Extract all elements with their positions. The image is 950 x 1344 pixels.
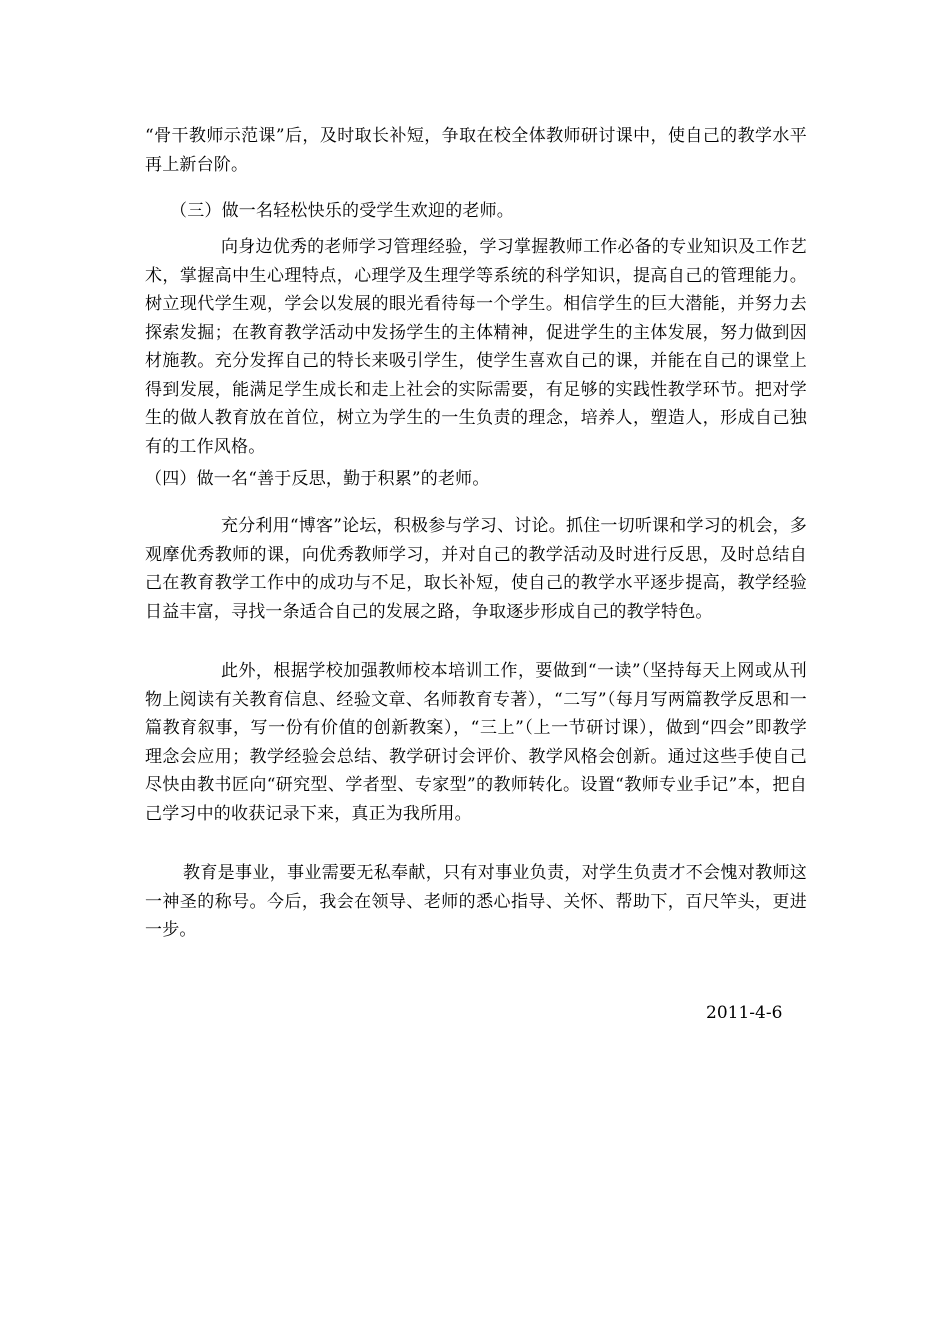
section-heading-three: （三）做一名轻松快乐的受学生欢迎的老师。 — [170, 201, 514, 221]
section-heading-four: （四）做一名“善于反思，勤于积累”的老师。 — [145, 469, 490, 489]
document-date: 2011-4-6 — [706, 1003, 783, 1023]
paragraph-besides: 此外，根据学校加强教师校本培训工作，要做到“一读”（坚持每天上网或从刊物上阅读有关教育信息、经验文章、名师教育专著），“二写”（每月写两篇教学反思和一篇教育叙事，写一份有价值的创新教案），“三上”（上一节研讨课），做到“四会”即教学理念会应用；教学经验会总结、教学研讨会评价、教学风格会创新。通过这些手使自己尽快由教书匠向“研究型、学者型、专家型”的教师转化。设置“教师专业手记”本，把自己学习中的收获记录下来，真正为我所用。 — [145, 661, 807, 824]
paragraph-section-three: 向身边优秀的老师学习管理经验，学习掌握教师工作必备的专业知识及工作艺术，掌握高中生心理特点，心理学及生理学等系统的科学知识，提高自己的管理能力。树立现代学生观，学会以发展的眼光看待每一个学生。相信学生的巨大潜能，并努力去探索发掘；在教育教学活动中发扬学生的主体精神，促进学生的主体发展，努力做到因材施教。充分发挥自己的特长来吸引学生，使学生喜欢自己的课，并能在自己的课堂上得到发展，能满足学生成长和走上社会的实际需要，有足够的实践性教学环节。把对学生的做人教育放在首位，树立为学生的一生负责的理念，培养人，塑造人，形成自己独有的工作风格。 — [145, 237, 807, 457]
paragraph-section-four: 充分利用“博客”论坛，积极参与学习、讨论。抓住一切听课和学习的机会，多观摩优秀教师的课，向优秀教师学习，并对自己的教学活动及时进行反思，及时总结自己在教育教学工作中的成功与不足，取长补短，使自己的教学水平逐步提高，教学经验日益丰富，寻找一条适合自己的发展之路，争取逐步形成自己的教学特色。 — [145, 516, 807, 622]
paragraph-conclusion: 教育是事业，事业需要无私奉献，只有对事业负责，对学生负责才不会愧对教师这一神圣的称号。今后，我会在领导、老师的悉心指导、关怀、帮助下，百尺竿头，更进一步。 — [145, 863, 807, 940]
paragraph-continuation: “骨干教师示范课”后，及时取长补短，争取在校全体教师研讨课中，使自己的教学水平再上新台阶。 — [145, 126, 807, 175]
